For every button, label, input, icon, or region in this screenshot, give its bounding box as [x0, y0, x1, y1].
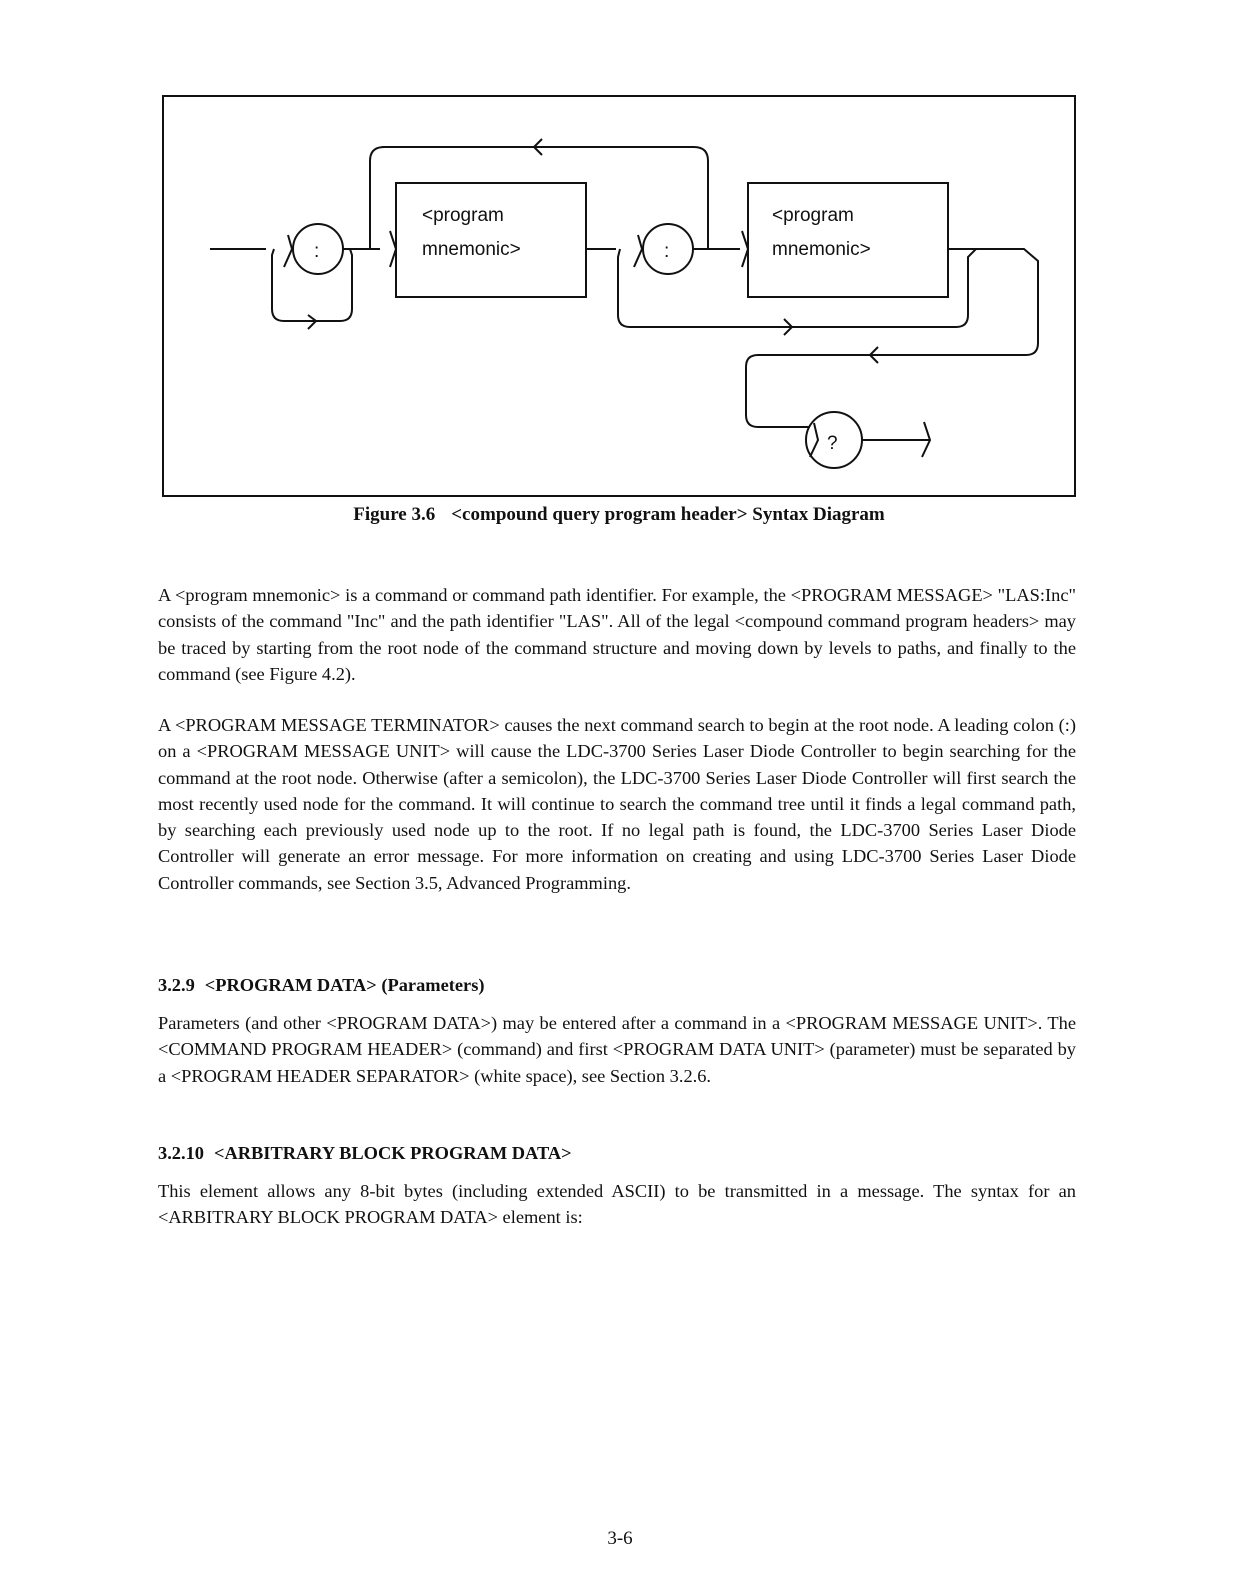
colon2-bypass-path: [618, 249, 976, 327]
syntax-diagram: [164, 97, 1078, 499]
paragraph-arbitrary-block: This element allows any 8-bit bytes (including extended ASCII) to be transmitted in a message. The syntax for an <ARBITRARY BLOCK PROGRAM DATA> element is:: [158, 1181, 1076, 1228]
box2-label-line1: <program: [772, 205, 854, 226]
paragraph-program-mnemonic: A <program mnemonic> is a command or command path identifier. For example, the <PROGRAM MESSAGE> "LAS:Inc" consists of the command "Inc" and the path identifier "LAS". All of the legal <compound command program headers> may be traced by starting from the root node of the command structure and moving down by levels to paths, and finally to the command (see Figure 4.2).: [158, 585, 1076, 684]
section-heading-3-2-9: [158, 975, 484, 996]
box1-label-line1: <program: [422, 205, 504, 226]
question-entry-arrow: [810, 423, 818, 457]
section-title: <ARBITRARY BLOCK PROGRAM DATA>: [213, 1143, 572, 1163]
repeat-loop-path: [370, 147, 708, 249]
syntax-diagram-figure: [162, 95, 1076, 497]
colon1-label: :: [314, 241, 320, 262]
section-number: 3.2.10: [158, 1143, 204, 1163]
section-title: <PROGRAM DATA> (Parameters): [204, 975, 485, 995]
figure-caption-text: <compound query program header> Syntax Diagram: [451, 504, 885, 525]
paragraph-program-data: Parameters (and other <PROGRAM DATA>) may be entered after a command in a <PROGRAM MESSAGE UNIT>. The <COMMAND PROGRAM HEADER> (command) and first <PROGRAM DATA UNIT> (parameter) must be separated by a <PROGRAM HEADER SEPARATOR> (white space), see Section 3.2.6.: [158, 1013, 1076, 1086]
figure-caption: [162, 504, 1076, 526]
box1-label-line2: mnemonic>: [422, 239, 521, 260]
paragraph-message-terminator: A <PROGRAM MESSAGE TERMINATOR> causes the next command search to begin at the root node. A leading colon (:) on a <PROGRAM MESSAGE UNIT> will cause the LDC-3700 Series Laser Diode Controller to begin searching for the command at the root node. Otherwise (after a semicolon), the LDC-3700 Series Laser Diode Controller will first search the most recently used node for the command. It will continue to search the command tree until it finds a legal command path, by searching each previously used node up to the root. If no legal path is found, the LDC-3700 Series Laser Diode Controller will generate an error message. For more information on creating and using LDC-3700 Series Laser Diode Controller commands, see Section 3.5, Advanced Programming.: [158, 715, 1076, 893]
question-label: ?: [827, 433, 838, 454]
figure-caption-number: Figure 3.6: [353, 504, 436, 525]
page-number: 3-6: [607, 1528, 633, 1549]
colon1-entry-arrow: [284, 235, 292, 267]
box2-label-line2: mnemonic>: [772, 239, 871, 260]
section-heading-3-2-10: [158, 1143, 572, 1164]
colon2-entry-arrow: [634, 235, 642, 267]
box2-exit-line: [746, 249, 1038, 427]
section-number: 3.2.9: [158, 975, 195, 995]
colon2-label: :: [664, 241, 670, 262]
